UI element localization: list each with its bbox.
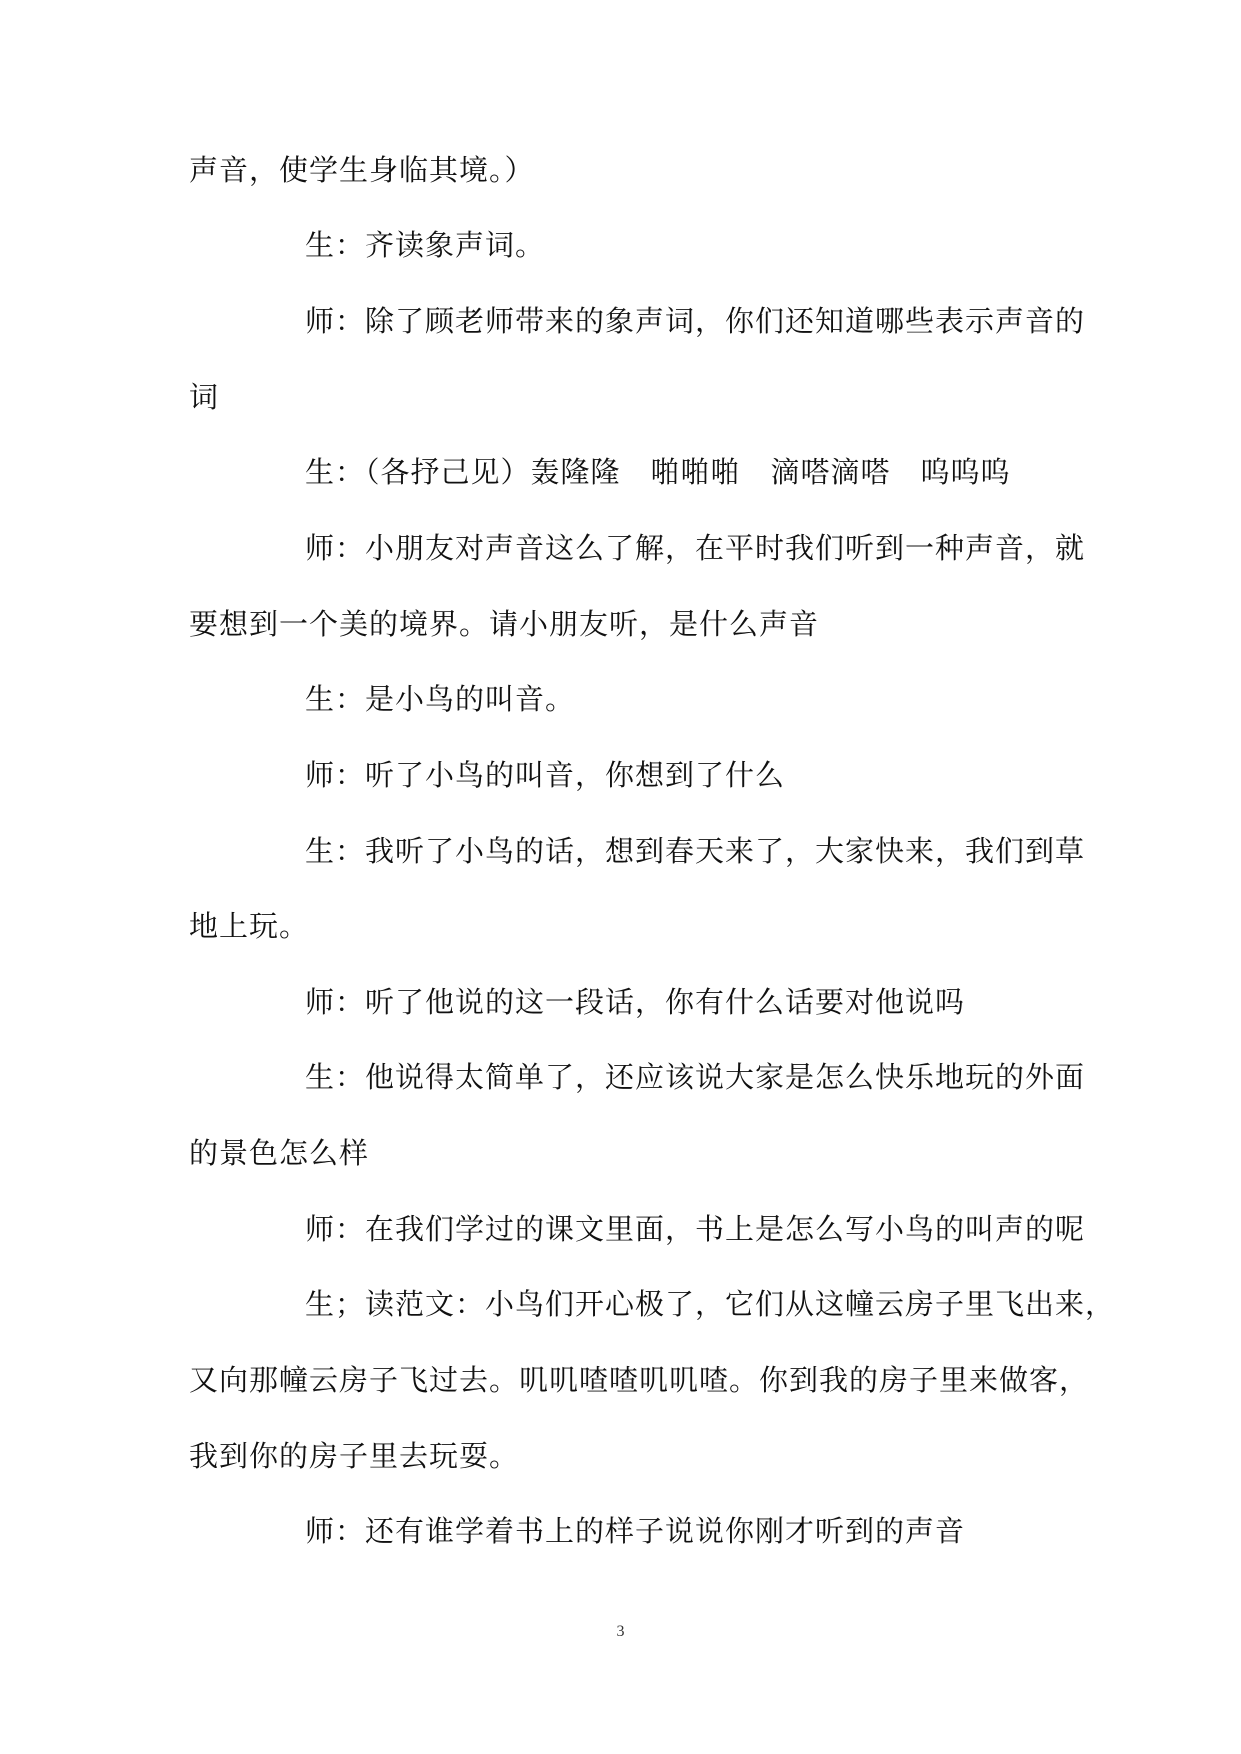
text-line: 师：听了小鸟的叫音，你想到了什么 — [305, 758, 786, 792]
text-line: 又向那幢云房子飞过去。叽叽喳喳叽叽喳。你到我的房子里来做客， — [189, 1363, 1090, 1397]
text-line: 师：在我们学过的课文里面，书上是怎么写小鸟的叫声的呢 — [305, 1212, 1086, 1246]
text-line: 生：齐读象声词。 — [305, 228, 546, 262]
text-line: 我到你的房子里去玩耍。 — [189, 1439, 520, 1473]
text-line: 声音，使学生身临其境。） — [189, 153, 535, 187]
text-line: 生：我听了小鸟的话，想到春天来了，大家快来，我们到草 — [305, 834, 1086, 868]
text-line: 师：除了顾老师带来的象声词，你们还知道哪些表示声音的 — [305, 304, 1086, 338]
page-number: 3 — [616, 1623, 625, 1640]
text-line: 师：小朋友对声音这么了解，在平时我们听到一种声音，就 — [305, 531, 1086, 565]
text-line: 生；读范文：小鸟们开心极了，它们从这幢云房子里飞出来， — [305, 1287, 1116, 1321]
text-line: 要想到一个美的境界。请小朋友听，是什么声音 — [189, 607, 820, 641]
text-line: 词 — [189, 380, 220, 414]
text-line: 师：还有谁学着书上的样子说说你刚才听到的声音 — [305, 1514, 966, 1548]
text-line: 生：（各抒己见）轰隆隆 啪啪啪 滴嗒滴嗒 呜呜呜 — [305, 455, 1011, 489]
text-line: 师：听了他说的这一段话，你有什么话要对他说吗 — [305, 985, 966, 1019]
text-line: 生：是小鸟的叫音。 — [305, 682, 576, 716]
text-line: 的景色怎么样 — [189, 1136, 370, 1170]
text-line: 地上玩。 — [189, 909, 310, 943]
text-line: 生：他说得太简单了，还应该说大家是怎么快乐地玩的外面 — [305, 1060, 1086, 1094]
